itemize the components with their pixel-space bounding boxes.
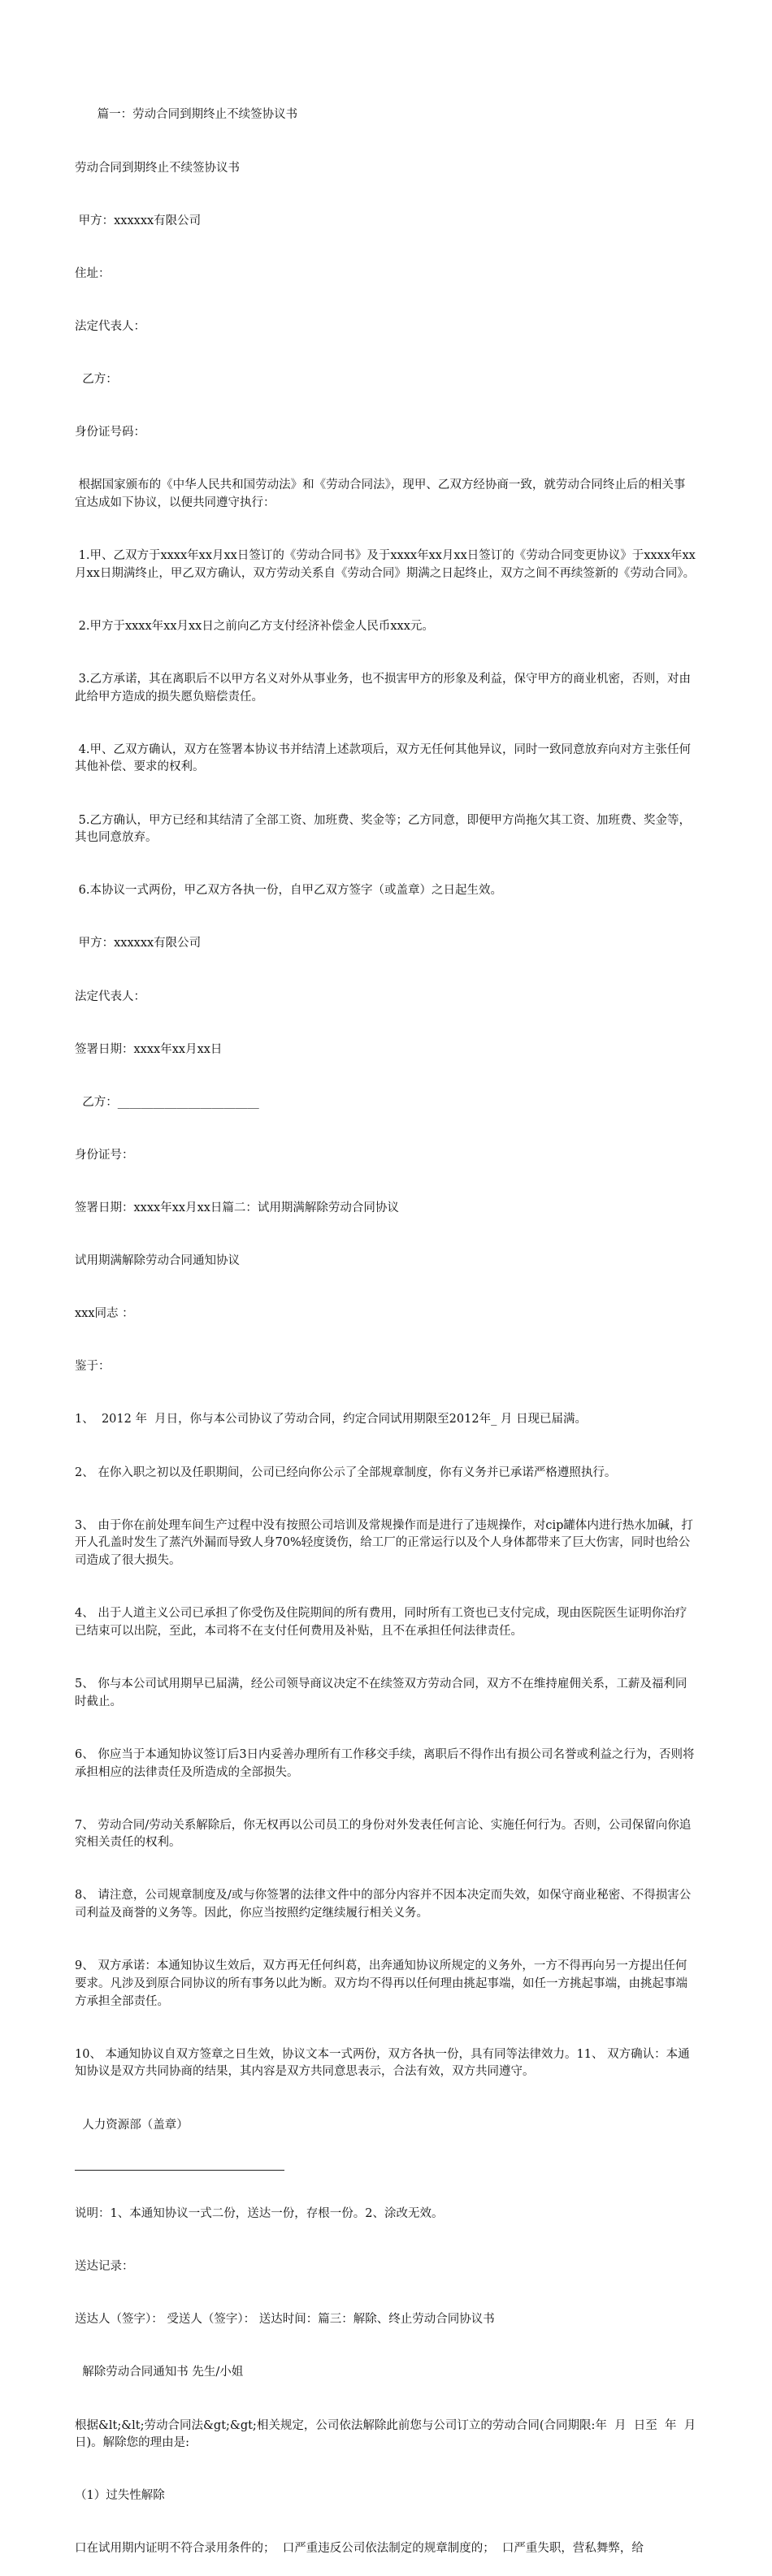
termination-basis: 根据&lt;&lt;劳动合同法&gt;&gt;相关规定，公司依法解除此前您与公司订立的劳动合同(合同期限:年 月 日至 年 月 日)。解除您的理由是: bbox=[75, 2418, 704, 2450]
item-6: 6、 你应当于本通知协议签订后3日内妥善办理所有工作移交手续，离职后不得作出有损公司名誉或利益之行为，否则将承担相应的法律责任及所造成的全部损失。 bbox=[75, 1747, 695, 1779]
signature-date-b-and-heading-part2: 签署日期：xxxx年xx月xx日篇二：试用期满解除劳动合同协议 bbox=[75, 1201, 399, 1214]
fault-dismissal-heading: （1）过失性解除 bbox=[75, 2489, 165, 2503]
item-9: 9、 双方承诺：本通知协议生效后，双方再无任何纠葛，出奔通知协议所规定的义务外，一方不得再向另一方提出任何要求。凡涉及到原合同协议的所有事务以此为断。双方均不得再以任何理由挑起事端，如任一方挑起事端，由挑起事端方承担全部责任。 bbox=[75, 1959, 687, 2008]
fault-dismissal-options: 口在试用期内证明不符合录用条件的； 口严重违反公司依法制定的规章制度的； 口严重失职，营私舞弊，给 bbox=[75, 2542, 644, 2556]
item-10-11: 10、 本通知协议自双方签章之日生效，协议文本一式两份，双方各执一份，具有同等法律效力。11、 双方确认：本通知协议是双方共同协商的结果，其内容是双方共同意思表示，合法有效，双方共同遵守。 bbox=[75, 2047, 690, 2079]
item-1: 1、 2012 年 月日，你与本公司协议了劳动合同，约定合同试用期限至2012年_ 月 日现已届满。 bbox=[75, 1413, 588, 1427]
legal-rep-field: 法定代表人： bbox=[75, 319, 145, 333]
doc-title-2: 试用期满解除劳动合同通知协议 bbox=[75, 1254, 240, 1268]
signature-party-a: 甲方：xxxxxx有限公司 bbox=[75, 937, 202, 950]
heading-part1: 篇一：劳动合同到期终止不续签协议书 bbox=[75, 108, 298, 122]
item-8: 8、 请注意，公司规章制度及/或与你签署的法律文件中的部分内容并不因本决定而失效，如保守商业秘密、不得损害公司利益及商誉的义务等。因此，你应当按照约定继续履行相关义务。 bbox=[75, 1889, 692, 1920]
note-line: 说明：1、本通知协议一式二份，送达一份，存根一份。2、涂改无效。 bbox=[75, 2207, 444, 2221]
clause-4: 4.甲、乙双方确认，双方在签署本协议书并结清上述款项后，双方无任何其他异议，同时一致同意放弃向对方主张任何其他补偿、要求的权利。 bbox=[75, 742, 691, 774]
party-a: 甲方：xxxxxx有限公司 bbox=[75, 214, 202, 227]
signature-id-number: 身份证号： bbox=[75, 1148, 134, 1162]
id-number-field: 身份证号码： bbox=[75, 426, 145, 439]
item-3: 3、 由于你在前处理车间生产过程中没有按照公司培训及常规操作而是进行了违规操作，对cip罐体内进行热水加碱，打开人孔盖时发生了蒸汽外漏而导致人身70%轻度烫伤，给工厂的正常运行以及个人身体都带来了巨大伤害，同时也给公司造成了很大损失。 bbox=[75, 1518, 693, 1568]
address-field: 住址： bbox=[75, 266, 111, 280]
clause-6: 6.本协议一式两份，甲乙双方各执一份，自甲乙双方签字（或盖章）之日起生效。 bbox=[75, 884, 502, 898]
doc-title-3: 解除劳动合同通知书 先生/小姐 bbox=[75, 2366, 244, 2379]
item-4: 4、 出于人道主义公司已承担了你受伤及住院期间的所有费用，同时所有工资也已支付完成，现由医院医生证明你治疗已结束可以出院，至此，本司将不在支付任何费用及补贴，且不在承担任何法律责任。 bbox=[75, 1607, 687, 1638]
hr-department-seal: 人力资源部（盖章） bbox=[75, 2118, 189, 2132]
signature-line bbox=[75, 2170, 284, 2171]
signature-legal-rep: 法定代表人： bbox=[75, 989, 145, 1003]
delivery-record-label: 送达记录： bbox=[75, 2260, 134, 2274]
addressee: xxx同志 ： bbox=[75, 1307, 134, 1321]
clause-2: 2.甲方于xxxx年xx月xx日之前向乙方支付经济补偿金人民币xxx元。 bbox=[75, 619, 434, 633]
signature-party-b: 乙方：________________________ bbox=[75, 1095, 259, 1109]
item-5: 5、 你与本公司试用期早已届满，经公司领导商议决定不在续签双方劳动合同，双方不在维持雇佣关系，工薪及福利同时截止。 bbox=[75, 1677, 687, 1708]
preamble-paragraph: 根据国家颁布的《中华人民共和国劳动法》和《劳动合同法》，现甲、乙双方经协商一致，就劳动合同终止后的相关事宜达成如下协议，以便共同遵守执行： bbox=[75, 478, 686, 509]
item-2: 2、 在你入职之初以及任职期间，公司已经向你公示了全部规章制度，你有义务并已承诺严格遵照执行。 bbox=[75, 1466, 617, 1479]
clause-5: 5.乙方确认，甲方已经和其结清了全部工资、加班费、奖金等；乙方同意，即便甲方尚拖欠其工资、加班费、奖金等，其也同意放弃。 bbox=[75, 813, 691, 845]
doc-title-1: 劳动合同到期终止不续签协议书 bbox=[75, 161, 240, 175]
whereas-label: 鉴于： bbox=[75, 1360, 111, 1374]
clause-3: 3.乙方承诺，其在离职后不以甲方名义对外从事业务，也不损害甲方的形象及利益，保守甲方的商业机密，否则，对由此给甲方造成的损失愿负赔偿责任。 bbox=[75, 672, 691, 704]
party-b: 乙方： bbox=[75, 372, 118, 386]
signature-date-a: 签署日期：xxxx年xx月xx日 bbox=[75, 1042, 223, 1056]
item-7: 7、 劳动合同/劳动关系解除后，你无权再以公司员工的身份对外发表任何言论、实施任何行为。否则，公司保留向你追究相关责任的权利。 bbox=[75, 1818, 692, 1850]
clause-1: 1.甲、乙双方于xxxx年xx月xx日签订的《劳动合同书》及于xxxx年xx月xx日签订的《劳动合同变更协议》于xxxx年xx月xx日期满终止，甲乙双方确认，双方劳动关系自《劳动合同》期满之日起终止，双方之间不再续签新的《劳动合同》。 bbox=[75, 548, 696, 580]
delivery-signatures-and-heading-part3: 送达人（签字）： 受送人（签字）： 送达时间：篇三：解除、终止劳动合同协议书 bbox=[75, 2313, 495, 2327]
document-page bbox=[75, 71, 704, 2576]
